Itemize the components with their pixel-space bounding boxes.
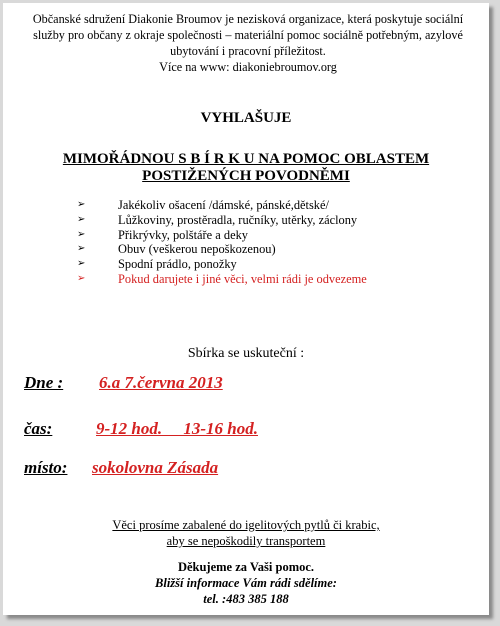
intro-paragraph <box>17 11 479 75</box>
website-link[interactable]: diakoniebroumov.org <box>232 60 337 74</box>
intro-line-3: ubytování i pracovní příležitost. <box>170 44 326 58</box>
list-item-text: Pokud darujete i jiné věci, velmi rádi je odvezeme <box>118 271 367 286</box>
list-item <box>77 242 367 257</box>
intro-line-2: služby pro občany z okraje společnosti – materiální pomoc sociálně potřebným, azylové <box>33 28 463 42</box>
flyer-page <box>3 3 489 615</box>
time-row <box>24 419 258 439</box>
list-item-text: Lůžkoviny, prostěradla, ručníky, utěrky, záclony <box>118 212 358 227</box>
list-item-text: Obuv (veškerou nepoškozenou) <box>118 242 276 257</box>
list-item-text: Jakékoliv ošacení /dámské, pánské,dětské/ <box>118 198 329 212</box>
list-item <box>77 213 367 228</box>
list-item-text: Spodní prádlo, ponožky <box>118 257 237 272</box>
arrow-bullet-icon: ➢ <box>77 199 86 210</box>
date-value: 6.a 7.června 2013 <box>99 373 223 392</box>
note-line-2: aby se nepoškodily transportem <box>166 534 326 548</box>
list-item-highlight <box>77 272 367 287</box>
date-label: Dne : <box>24 373 64 392</box>
intro-line-1: Občanské sdružení Diakonie Broumov je nezisková organizace, která poskytuje sociální <box>32 12 464 26</box>
date-row <box>24 373 223 393</box>
info-text: Bližší informace Vám rádi sdělíme: <box>155 576 337 590</box>
thanks-text: Děkujeme za Vaši pomoc. <box>177 560 315 574</box>
list-item <box>77 198 367 213</box>
list-item <box>77 228 367 243</box>
place-row <box>24 458 219 478</box>
place-value: sokolovna Zásada <box>92 458 219 477</box>
time-label: čas: <box>24 419 53 438</box>
packing-note <box>3 517 489 549</box>
announcement-verb: VYHLAŠUJE <box>200 110 292 126</box>
arrow-bullet-icon: ➢ <box>77 213 86 225</box>
arrow-bullet-icon: ➢ <box>77 258 86 270</box>
arrow-bullet-icon: ➢ <box>77 272 86 284</box>
intro-web-line <box>17 59 479 75</box>
arrow-bullet-icon: ➢ <box>77 243 86 255</box>
time-value: 9-12 hod. 13-16 hod. <box>96 419 258 438</box>
note-line-1: Věci prosíme zabalené do igelitových pytlů či krabic, <box>112 518 380 532</box>
phone-number[interactable]: tel. :483 385 188 <box>203 592 289 606</box>
arrow-bullet-icon: ➢ <box>77 228 86 240</box>
closing-block <box>3 559 489 607</box>
web-prefix: Více na www: <box>159 60 230 74</box>
heading-line-2: POSTIŽENÝCH POVODNĚMI <box>142 168 350 184</box>
list-item-text: Přikrývky, polštáře a deky <box>118 227 248 242</box>
collection-intro: Sbírka se uskuteční : <box>187 346 305 361</box>
donation-items-list <box>77 198 367 287</box>
collection-heading <box>3 151 489 185</box>
heading-line-1: MIMOŘÁDNOU S B Í R K U NA POMOC OBLASTEM <box>62 151 430 167</box>
list-item <box>77 257 367 272</box>
place-label: místo: <box>24 458 68 477</box>
